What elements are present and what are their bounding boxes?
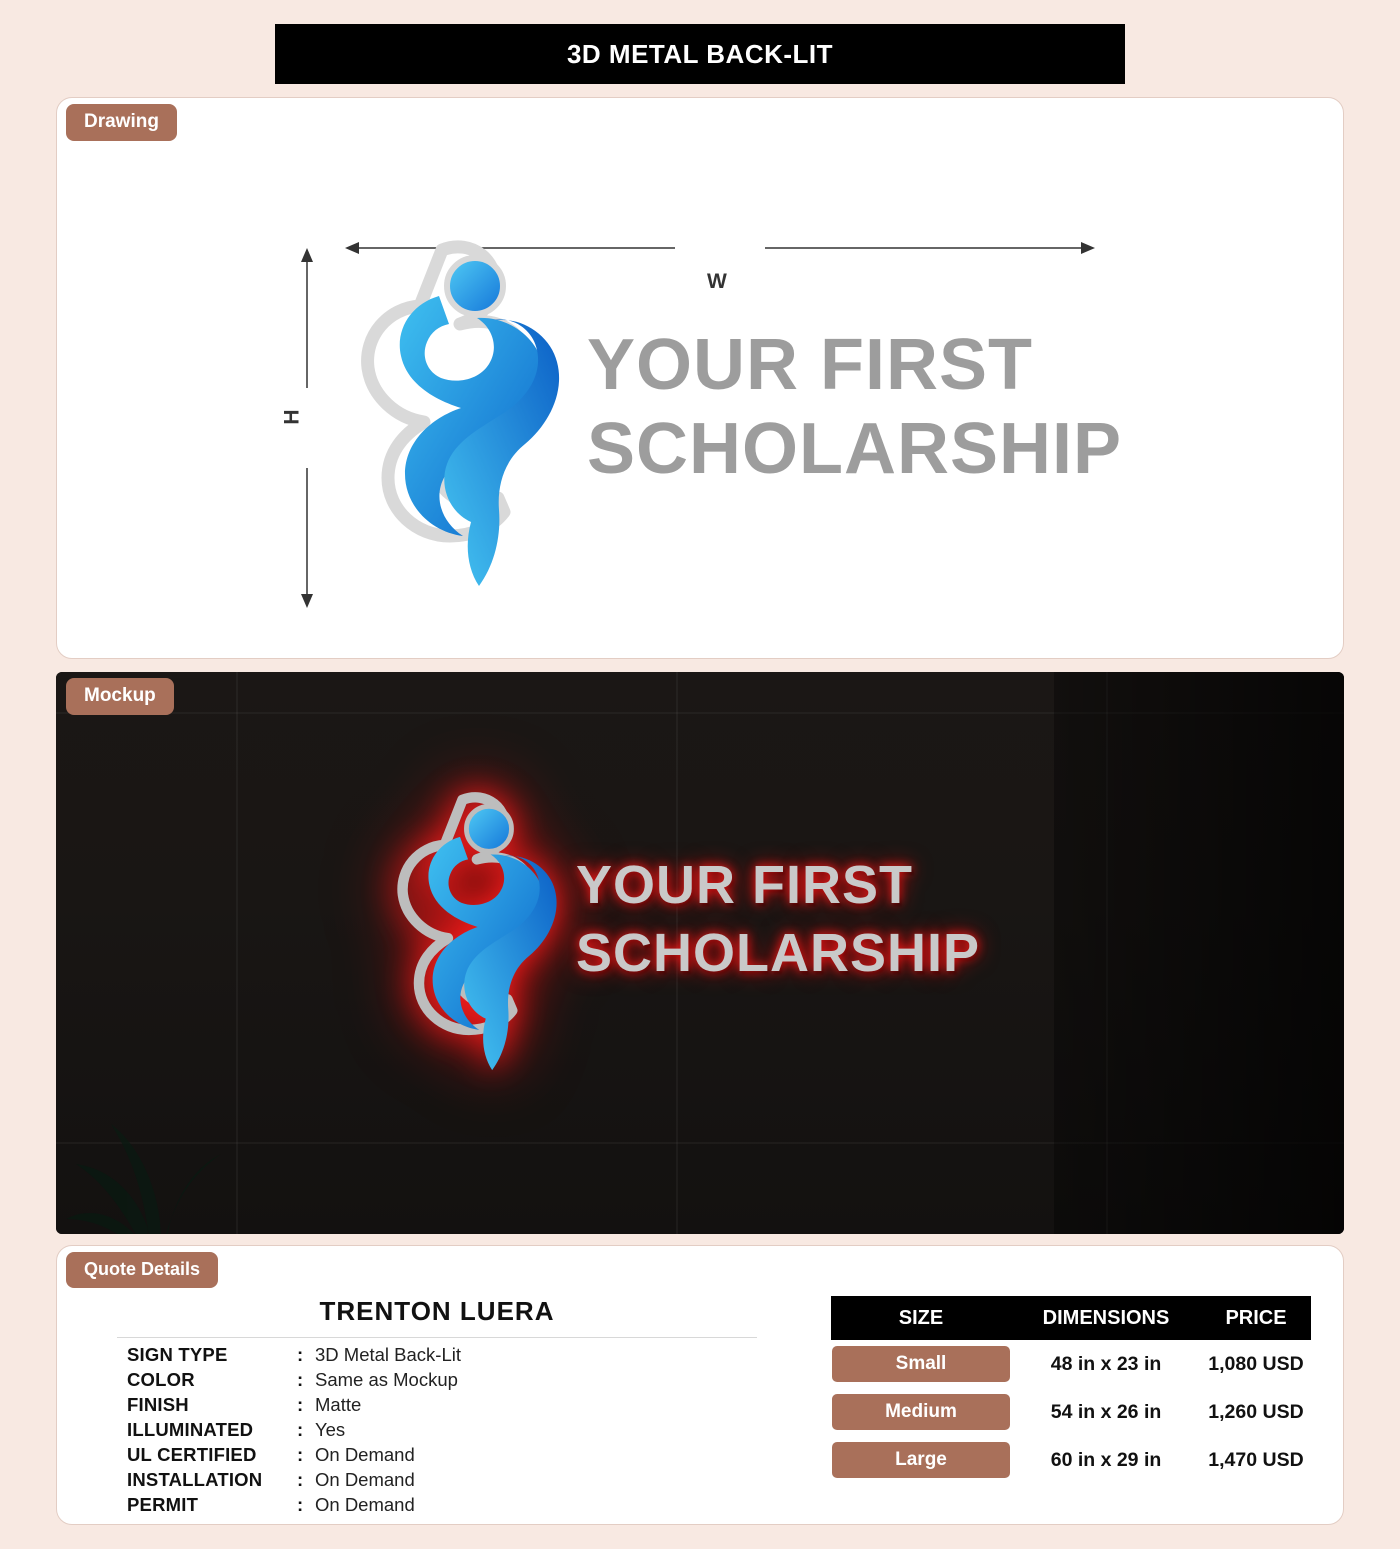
spec-row [127, 1344, 767, 1369]
spec-value: Same as Mockup [315, 1369, 458, 1390]
logo-wordmark-line2: SCHOLARSHIP [587, 409, 1123, 490]
spec-row [127, 1444, 767, 1469]
spec-key: UL CERTIFIED [127, 1444, 257, 1465]
spec-separator: : [297, 1394, 304, 1415]
spec-separator: : [297, 1494, 304, 1515]
table-row [831, 1436, 1311, 1484]
row-dimensions: 48 in x 23 in [1050, 1352, 1162, 1375]
spec-row [127, 1369, 767, 1394]
spec-value: Yes [315, 1419, 346, 1440]
spec-value: On Demand [315, 1444, 415, 1465]
quote-section-label: Quote Details [66, 1252, 218, 1288]
size-badge: Large [832, 1442, 1010, 1478]
mockup-wordmark [576, 852, 980, 987]
size-badge: Medium [832, 1394, 1010, 1430]
row-price: 1,080 USD [1208, 1352, 1304, 1375]
drawing-section-label: Drawing [66, 104, 177, 141]
mockup-panel [56, 672, 1344, 1234]
row-dimensions: 60 in x 29 in [1050, 1448, 1162, 1471]
pricing-table-header [831, 1296, 1311, 1340]
mockup-wordmark-line1: YOUR FIRST [576, 855, 914, 915]
logo-mark-icon [347, 238, 577, 603]
spec-key: FINISH [127, 1394, 189, 1415]
pricing-table [831, 1296, 1311, 1484]
logo-wordmark-line1: YOUR FIRST [587, 325, 1034, 405]
spec-value: On Demand [315, 1494, 415, 1515]
quote-panel [56, 1245, 1344, 1525]
mockup-logo-mark-icon [386, 772, 571, 1102]
table-row [831, 1340, 1311, 1388]
size-badge: Small [832, 1346, 1010, 1382]
wall-dark-panel [1054, 672, 1344, 1234]
column-header-price: PRICE [1225, 1306, 1287, 1329]
table-row [831, 1388, 1311, 1436]
spec-value: On Demand [315, 1469, 415, 1490]
spec-row [127, 1494, 767, 1519]
spec-separator: : [297, 1444, 304, 1465]
row-price: 1,260 USD [1208, 1400, 1304, 1423]
spec-value: 3D Metal Back-Lit [315, 1344, 461, 1365]
spec-row [127, 1419, 767, 1444]
page-title-text: 3D METAL BACK-LIT [566, 38, 834, 69]
spec-key: PERMIT [127, 1494, 199, 1515]
wall-seam [236, 672, 238, 1234]
spec-separator: : [297, 1369, 304, 1390]
mockup-section-label: Mockup [66, 678, 174, 715]
height-label: H [280, 409, 304, 425]
spec-key: INSTALLATION [127, 1469, 263, 1490]
column-header-dimensions: DIMENSIONS [1042, 1306, 1170, 1329]
logo-wordmark [587, 323, 1122, 491]
column-header-size: SIZE [898, 1306, 944, 1329]
spec-key: ILLUMINATED [127, 1419, 254, 1440]
spec-row [127, 1394, 767, 1419]
mockup-wordmark-line2: SCHOLARSHIP [576, 922, 981, 983]
spec-key: COLOR [127, 1369, 195, 1390]
client-name: TRENTON LUERA [117, 1296, 757, 1338]
spec-list [127, 1344, 767, 1519]
drawing-panel [56, 97, 1344, 659]
spec-value: Matte [315, 1394, 362, 1415]
width-label: W [707, 270, 727, 293]
spec-row [127, 1469, 767, 1494]
spec-separator: : [297, 1344, 304, 1365]
plant-decoration-icon [66, 1054, 236, 1234]
row-price: 1,470 USD [1208, 1448, 1304, 1471]
spec-key: SIGN TYPE [127, 1344, 228, 1365]
row-dimensions: 54 in x 26 in [1050, 1400, 1162, 1423]
spec-separator: : [297, 1419, 304, 1440]
spec-separator: : [297, 1469, 304, 1490]
drawing-canvas [57, 98, 1343, 658]
page-title [275, 24, 1125, 84]
height-dimension-arrow [287, 248, 327, 608]
